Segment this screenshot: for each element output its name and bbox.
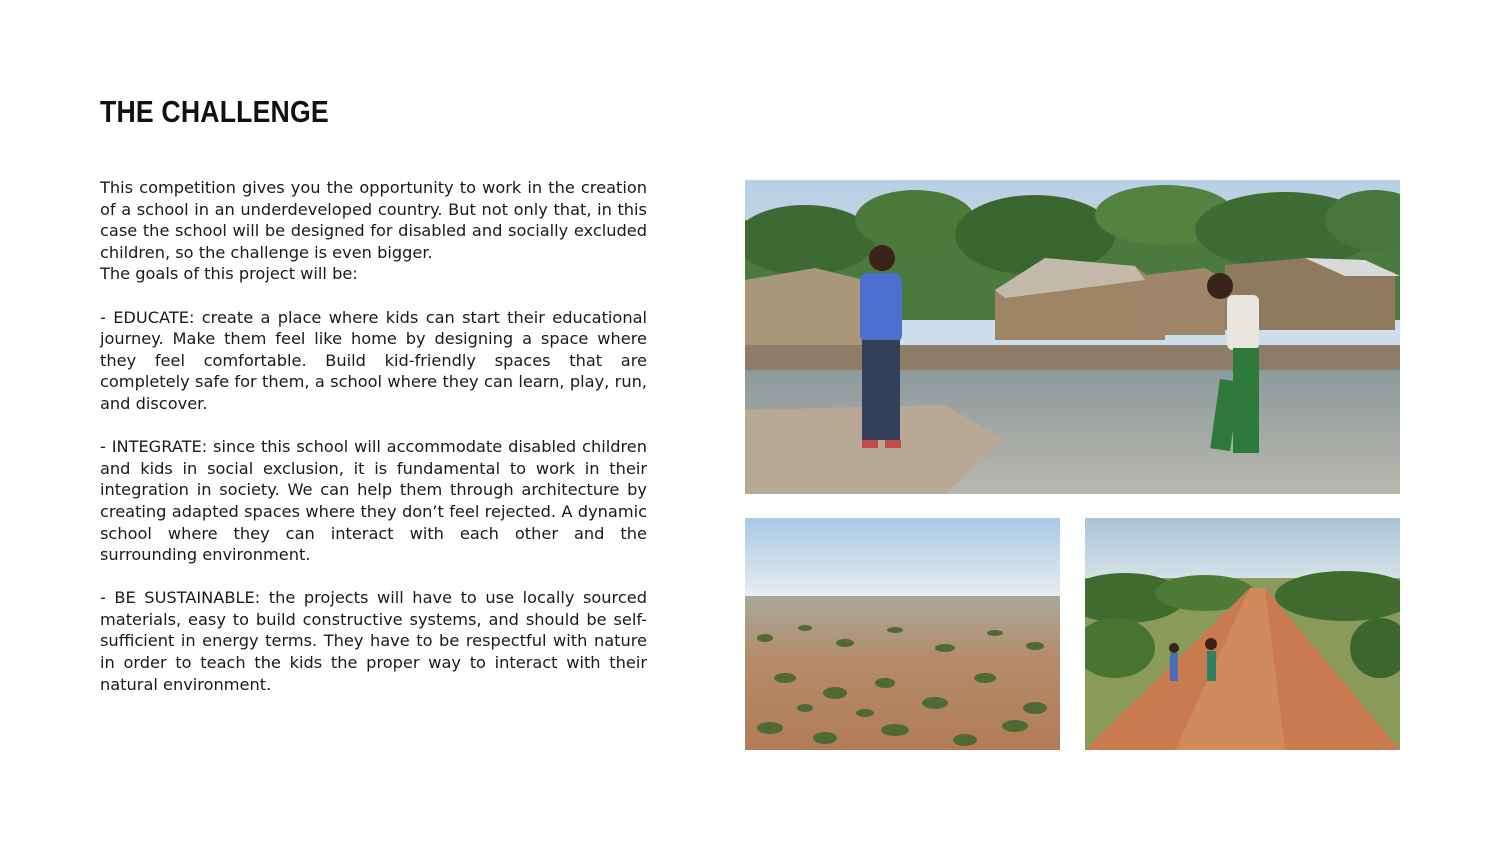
spacer (100, 566, 647, 588)
goal-sustainable: - BE SUSTAINABLE: the projects will have to use locally sourced materials, easy to build constructive systems, and should be self-sufficient in energy terms. They have to be respectful with nature in order to teach the kids the proper way to interact with their natural environment. (100, 588, 647, 694)
spacer (100, 415, 647, 437)
goal-integrate: - INTEGRATE: since this school will accommodate disabled children and kids in social exclusion, it is fundamental to work in their integration in society. We can help them through architecture by creating adapted spaces where they don’t feel rejected. A dynamic school where they can interact with each other and the surrounding environment. (100, 437, 647, 565)
body-text (100, 177, 647, 695)
goal-educate: - EDUCATE: create a place where kids can start their educational journey. Make them feel like home by designing a space where they feel comfortable. Build kid-friendly spaces that are completely safe for them, a school where they can learn, play, run, and discover. (100, 307, 647, 413)
intro-paragraph: This competition gives you the opportunity to work in the creation of a school in an underdeveloped country. But not only that, in this case the school will be designed for disabled and socially excluded children, so the challenge is even bigger. (100, 178, 647, 262)
photo-dirt-road (1085, 518, 1400, 750)
goals-intro: The goals of this project will be: (100, 264, 358, 284)
photo-village-children (745, 180, 1400, 494)
spacer (100, 285, 647, 307)
photo-flooded-plain (745, 518, 1060, 750)
page-title: THE CHALLENGE (100, 94, 329, 129)
